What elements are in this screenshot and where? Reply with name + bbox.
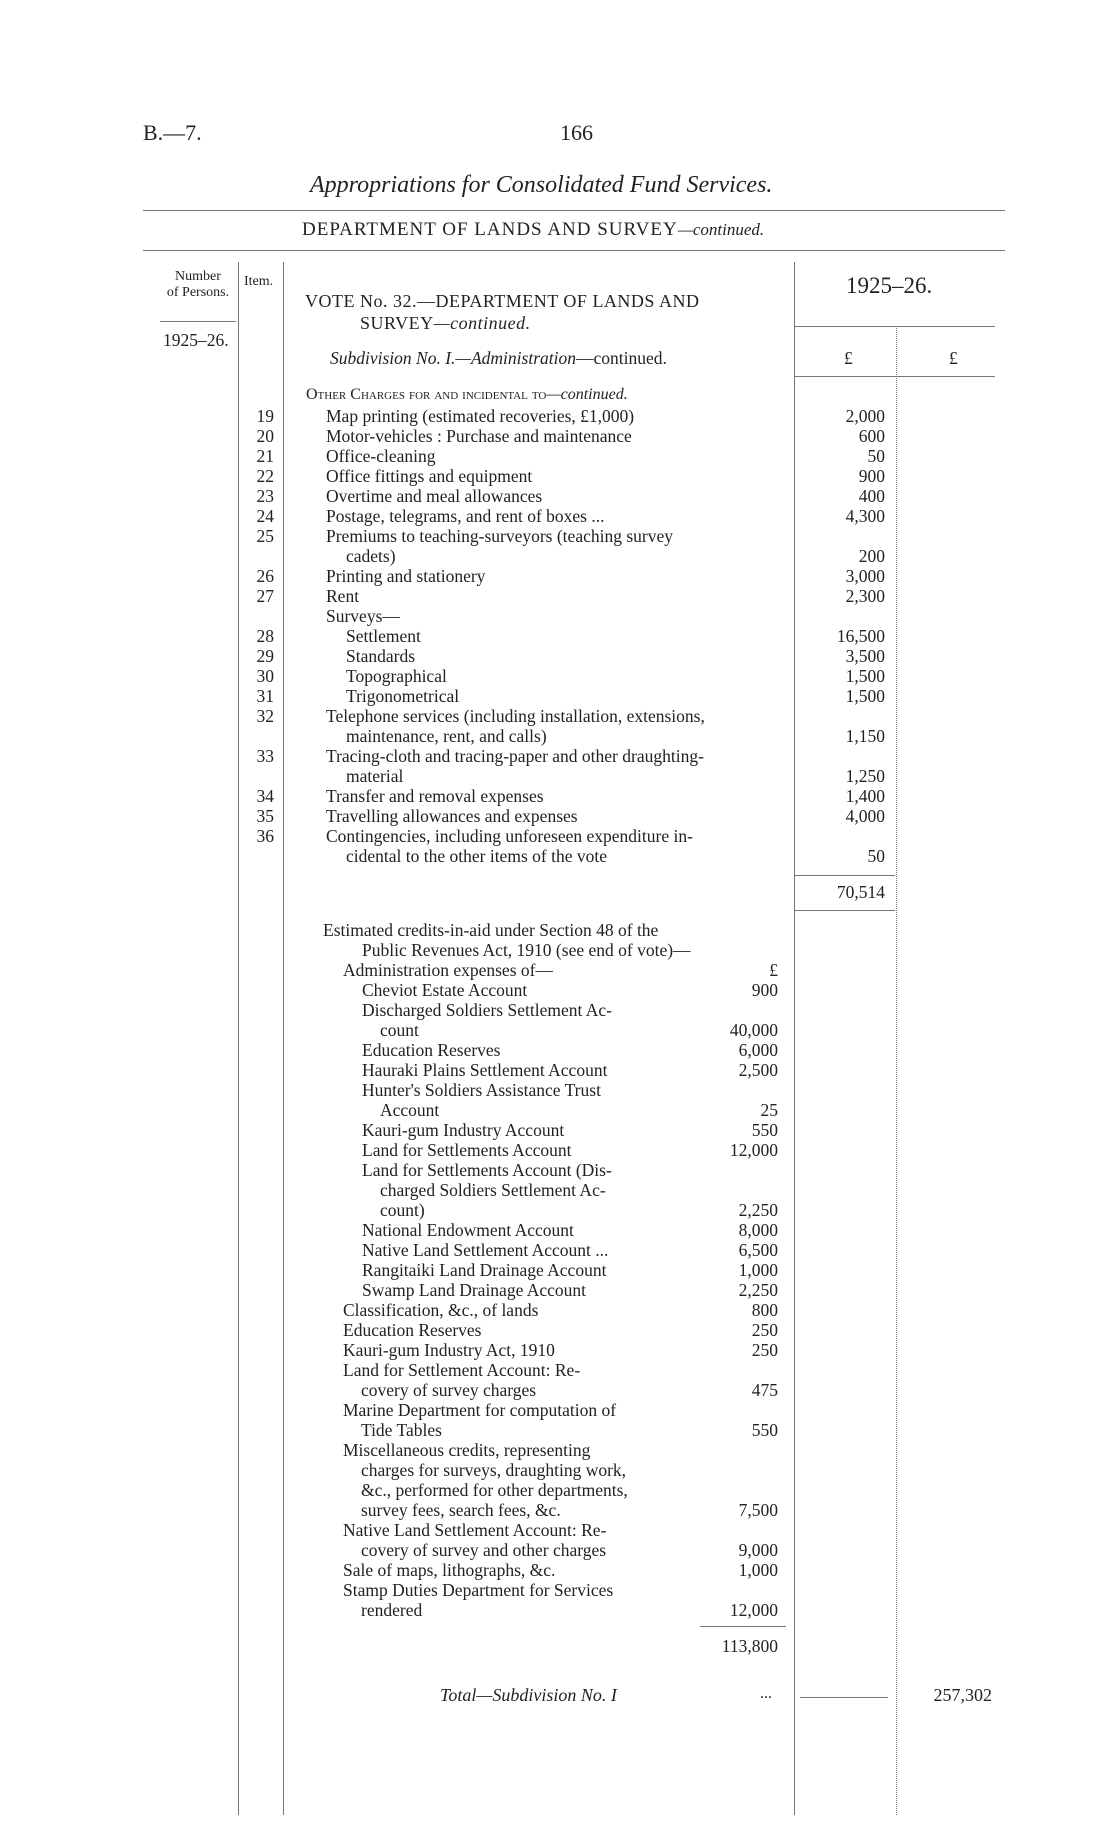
item-number: 24 [256,506,274,526]
item-number: 30 [256,666,274,686]
credit-amount: 800 [751,1300,778,1320]
credit-description: count) [380,1200,425,1220]
credit-amount: 2,250 [738,1280,778,1300]
item-number: 25 [256,526,274,546]
item-description: cadets) [346,546,396,566]
department-suffix: —continued. [677,220,765,239]
item-number: 33 [256,746,274,766]
item-amount: 600 [858,426,885,446]
persons-header-line1: Number [175,269,221,284]
item-amount: 1,400 [845,786,885,806]
credit-description: Tide Tables [361,1420,442,1440]
item-description: Surveys— [326,606,400,626]
credit-description: Sale of maps, lithographs, &c. [343,1560,556,1580]
credit-description: Native Land Settlement Account: Re- [343,1520,607,1540]
credit-description: Land for Settlements Account [362,1140,572,1160]
item-amount: 200 [858,546,885,566]
items-total-bottom-rule [795,910,895,911]
credit-amount: 250 [751,1320,778,1340]
amount-year-rule [795,326,995,327]
item-description: Motor-vehicles : Purchase and maintenance [326,426,632,446]
item-description: Printing and stationery [326,566,486,586]
other-charges-heading-suffix: —continued. [546,386,628,403]
credit-description: Stamp Duties Department for Services [343,1580,614,1600]
credit-description: Swamp Land Drainage Account [362,1280,587,1300]
item-amount: 3,500 [845,646,885,666]
credit-amount: 12,000 [729,1140,778,1160]
other-charges-heading-main: Other Charges for and incidental to [306,386,547,403]
credit-description: Education Reserves [362,1040,501,1060]
credit-description: count [380,1020,419,1040]
credit-description: Hauraki Plains Settlement Account [362,1060,608,1080]
credit-description: Kauri-gum Industry Act, 1910 [343,1340,555,1360]
credit-amount: 1,000 [738,1260,778,1280]
item-number: 34 [256,786,274,806]
page-title: Appropriations for Consolidated Fund Services. [310,172,773,198]
item-column-rule [283,262,284,1815]
item-number: 31 [256,686,274,706]
vote-heading-suffix: —continued. [433,313,531,333]
vote-heading [305,290,699,334]
credit-description: rendered [361,1600,423,1620]
persons-column-rule [238,262,239,1815]
department-rule [143,250,1005,251]
document-reference: B.—7. [143,120,202,145]
item-amount: 1,500 [845,666,885,686]
credit-description: Land for Settlement Account: Re- [343,1360,581,1380]
subdivision-total-amount: 257,302 [933,1685,992,1705]
item-number: 23 [256,486,274,506]
item-description: Transfer and removal expenses [326,786,544,806]
item-description: Map printing (estimated recoveries, £1,000) [326,406,635,426]
credit-amount: 2,250 [738,1200,778,1220]
item-header: Item. [244,274,274,289]
item-amount: 16,500 [836,626,885,646]
item-description: Office-cleaning [326,446,436,466]
subdivision-total-label: Total—Subdivision No. I [440,1685,617,1705]
currency-column-1: £ [844,348,853,368]
item-number: 36 [256,826,274,846]
item-amount: 1,500 [845,686,885,706]
item-amount: 2,000 [845,406,885,426]
credit-description: Classification, &c., of lands [343,1300,539,1320]
credit-amount: 8,000 [738,1220,778,1240]
credit-amount: 6,500 [738,1240,778,1260]
credit-description: covery of survey and other charges [361,1540,607,1560]
credit-description: &c., performed for other departments, [361,1480,628,1500]
item-amount: 2,300 [845,586,885,606]
item-amount: 50 [867,446,885,466]
item-amount: 1,250 [845,766,885,786]
credit-amount: 550 [751,1120,778,1140]
item-description: Settlement [346,626,421,646]
items-total-rule [795,875,895,876]
credits-intro-line2: Public Revenues Act, 1910 (see end of vote)— [362,940,691,960]
item-description: Travelling allowances and expenses [326,806,578,826]
credit-description: Discharged Soldiers Settlement Ac- [362,1000,612,1020]
item-description: Trigonometrical [346,686,460,706]
credit-description: charged Soldiers Settlement Ac- [380,1180,606,1200]
credits-total-rule [700,1626,786,1627]
persons-year-rule [160,321,236,322]
item-description: Postage, telegrams, and rent of boxes ... [326,506,605,526]
credit-amount: 250 [751,1340,778,1360]
item-number: 35 [256,806,274,826]
item-number: 22 [256,466,274,486]
subdivision-total-rule [800,1697,888,1698]
currency-column-2: £ [949,348,958,368]
credit-description: National Endowment Account [362,1220,574,1240]
department-name: DEPARTMENT OF LANDS AND SURVEY [302,219,678,240]
item-number: 20 [256,426,274,446]
credit-description: Hunter's Soldiers Assistance Trust [362,1080,601,1100]
credit-amount: 12,000 [729,1600,778,1620]
item-description: Topographical [346,666,447,686]
credit-description: Education Reserves [343,1320,482,1340]
currency-rule [795,376,995,377]
item-amount: 1,150 [845,726,885,746]
item-description: Standards [346,646,416,666]
subdivision-suffix: —continued. [575,348,667,368]
subdivision-name: Subdivision No. I.—Administration [330,348,576,368]
credit-amount: 6,000 [738,1040,778,1060]
item-description: Premiums to teaching-surveyors (teaching survey [326,526,673,546]
credit-amount: 40,000 [729,1020,778,1040]
items-total: 70,514 [836,882,885,902]
credit-description: Miscellaneous credits, representing [343,1440,591,1460]
credits-intro-line1: Estimated credits-in-aid under Section 48 of the [323,920,659,940]
item-description: Tracing-cloth and tracing-paper and other draughting- [326,746,704,766]
item-description: Rent [326,586,360,606]
credit-amount: 2,500 [738,1060,778,1080]
credit-amount: 900 [751,980,778,1000]
item-number: 19 [256,406,274,426]
persons-header-line2: of Persons. [166,285,230,300]
subdivision-heading [330,348,667,369]
page-number: 166 [560,120,593,145]
other-charges-heading [306,386,628,404]
credit-amount: 7,500 [738,1500,778,1520]
vote-heading-line1: VOTE No. 32.—DEPARTMENT OF LANDS AND [305,291,700,311]
item-number: 32 [256,706,274,726]
credits-currency: £ [769,960,778,980]
item-description: material [346,766,404,786]
credit-description: Land for Settlements Account (Dis- [362,1160,612,1180]
vote-heading-line2 [305,312,699,334]
vote-heading-survey: SURVEY [360,313,434,333]
credit-amount: 475 [751,1380,778,1400]
item-number: 26 [256,566,274,586]
subtotal-column-rule [896,326,897,1815]
item-description: maintenance, rent, and calls) [346,726,547,746]
credit-description: Native Land Settlement Account ... [362,1240,609,1260]
admin-expenses-heading: Administration expenses of— [343,960,553,980]
credit-description: survey fees, search fees, &c. [361,1500,561,1520]
amount-year: 1925–26. [846,273,933,298]
number-of-persons-header [163,269,233,301]
credit-description: Cheviot Estate Account [362,980,528,1000]
department-heading [302,219,764,241]
item-description: Contingencies, including unforeseen expenditure in- [326,826,693,846]
item-amount: 400 [858,486,885,506]
credit-amount: 9,000 [738,1540,778,1560]
credit-description: Account [380,1100,440,1120]
credit-amount: 25 [760,1100,778,1120]
credit-amount: 1,000 [738,1560,778,1580]
credit-description: Rangitaiki Land Drainage Account [362,1260,607,1280]
item-amount: 4,300 [845,506,885,526]
item-number: 29 [256,646,274,666]
subdivision-total-dots: ... [760,1685,772,1702]
credit-amount: 550 [751,1420,778,1440]
item-number: 21 [256,446,274,466]
credit-description: Kauri-gum Industry Account [362,1120,565,1140]
item-amount: 4,000 [845,806,885,826]
item-description: Telephone services (including installation, extensions, [326,706,705,726]
item-amount: 3,000 [845,566,885,586]
credit-description: covery of survey charges [361,1380,537,1400]
credit-description: Marine Department for computation of [343,1400,617,1420]
persons-year: 1925–26. [163,330,229,350]
item-description: cidental to the other items of the vote [346,846,607,866]
item-number: 28 [256,626,274,646]
credits-total: 113,800 [721,1636,778,1656]
title-rule [143,210,1005,211]
item-amount: 50 [867,846,885,866]
item-description: Office fittings and equipment [326,466,533,486]
item-description: Overtime and meal allowances [326,486,543,506]
item-number: 27 [256,586,274,606]
item-amount: 900 [858,466,885,486]
credit-description: charges for surveys, draughting work, [361,1460,627,1480]
